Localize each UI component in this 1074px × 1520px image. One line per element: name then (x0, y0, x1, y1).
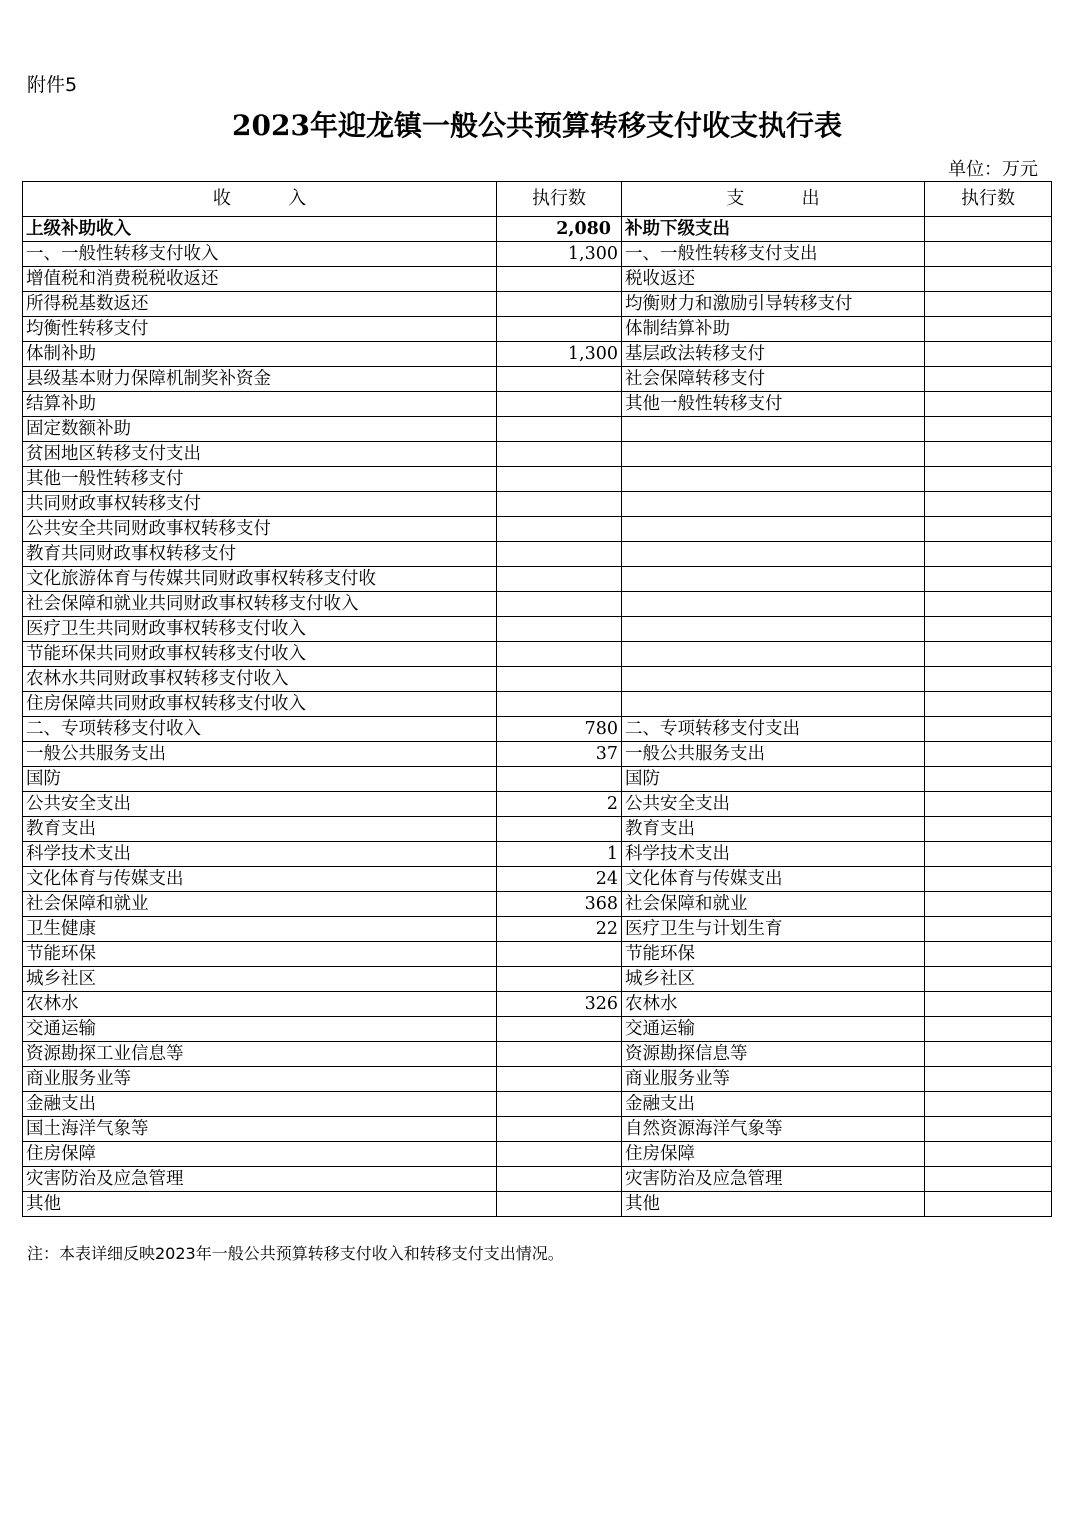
expense-item: 资源勘探信息等 (622, 1042, 925, 1067)
expense-value (925, 417, 1052, 442)
table-row (23, 742, 1052, 767)
expense-item (622, 567, 925, 592)
income-item: 上级补助收入 (23, 217, 497, 242)
table-row (23, 442, 1052, 467)
income-item: 体制补助 (23, 342, 497, 367)
income-value (497, 1042, 622, 1067)
income-value (497, 467, 622, 492)
income-item: 县级基本财力保障机制奖补资金 (23, 367, 497, 392)
expense-value (925, 1117, 1052, 1142)
expense-value (925, 217, 1052, 242)
income-value: 2 (497, 792, 622, 817)
expense-item (622, 542, 925, 567)
expense-value (925, 342, 1052, 367)
expense-value (925, 542, 1052, 567)
expense-item: 文化体育与传媒支出 (622, 867, 925, 892)
income-item: 均衡性转移支付 (23, 317, 497, 342)
expense-value (925, 492, 1052, 517)
income-value: 1 (497, 842, 622, 867)
expense-value (925, 317, 1052, 342)
table-row (23, 267, 1052, 292)
table-row (23, 967, 1052, 992)
expense-item: 社会保障转移支付 (622, 367, 925, 392)
expense-value (925, 642, 1052, 667)
table-row (23, 317, 1052, 342)
table-row (23, 992, 1052, 1017)
expense-item (622, 692, 925, 717)
table-row (23, 842, 1052, 867)
expense-value (925, 267, 1052, 292)
expense-item: 住房保障 (622, 1142, 925, 1167)
income-item: 结算补助 (23, 392, 497, 417)
expense-value (925, 842, 1052, 867)
income-item: 教育共同财政事权转移支付 (23, 542, 497, 567)
unit-label: 单位：万元 (948, 159, 1038, 180)
expense-value (925, 817, 1052, 842)
expense-value (925, 742, 1052, 767)
income-value (497, 1092, 622, 1117)
expense-value (925, 517, 1052, 542)
income-value (497, 1167, 622, 1192)
expense-value (925, 1042, 1052, 1067)
income-item: 共同财政事权转移支付 (23, 492, 497, 517)
table-row (23, 917, 1052, 942)
income-value (497, 1117, 622, 1142)
income-value (497, 1067, 622, 1092)
table-row (23, 617, 1052, 642)
table-row (23, 492, 1052, 517)
income-item: 农林水共同财政事权转移支付收入 (23, 667, 497, 692)
expense-value (925, 1067, 1052, 1092)
income-item: 商业服务业等 (23, 1067, 497, 1092)
expense-item: 国防 (622, 767, 925, 792)
expense-item: 城乡社区 (622, 967, 925, 992)
income-value: 22 (497, 917, 622, 942)
income-value (497, 617, 622, 642)
income-item: 灾害防治及应急管理 (23, 1167, 497, 1192)
table-row (23, 717, 1052, 742)
table-row (23, 767, 1052, 792)
income-value (497, 267, 622, 292)
table-row (23, 342, 1052, 367)
table-row (23, 692, 1052, 717)
expense-item: 公共安全支出 (622, 792, 925, 817)
income-value (497, 642, 622, 667)
expense-value (925, 767, 1052, 792)
table-row (23, 567, 1052, 592)
expense-value (925, 617, 1052, 642)
expense-item (622, 417, 925, 442)
table-row (23, 1017, 1052, 1042)
expense-item: 灾害防治及应急管理 (622, 1167, 925, 1192)
table-row (23, 392, 1052, 417)
income-item: 公共安全共同财政事权转移支付 (23, 517, 497, 542)
income-item: 金融支出 (23, 1092, 497, 1117)
income-item: 文化旅游体育与传媒共同财政事权转移支付收 (23, 567, 497, 592)
expense-value (925, 592, 1052, 617)
income-value: 2,080 (497, 217, 622, 242)
income-value (497, 667, 622, 692)
income-value: 24 (497, 867, 622, 892)
income-value (497, 692, 622, 717)
table-header-row (23, 182, 1052, 217)
income-item: 一、一般性转移支付收入 (23, 242, 497, 267)
income-item: 文化体育与传媒支出 (23, 867, 497, 892)
income-item: 科学技术支出 (23, 842, 497, 867)
income-item: 卫生健康 (23, 917, 497, 942)
income-value (497, 1142, 622, 1167)
expense-item: 节能环保 (622, 942, 925, 967)
income-value (497, 767, 622, 792)
expense-item: 社会保障和就业 (622, 892, 925, 917)
table-row (23, 542, 1052, 567)
header-expense-value: 执行数 (925, 182, 1052, 217)
income-value (497, 442, 622, 467)
income-value (497, 292, 622, 317)
income-item: 住房保障 (23, 1142, 497, 1167)
expense-item: 医疗卫生与计划生育 (622, 917, 925, 942)
income-item: 固定数额补助 (23, 417, 497, 442)
income-item: 增值税和消费税税收返还 (23, 267, 497, 292)
income-value: 780 (497, 717, 622, 742)
table-row (23, 942, 1052, 967)
income-item: 医疗卫生共同财政事权转移支付收入 (23, 617, 497, 642)
table-row (23, 1167, 1052, 1192)
page-title: 2023年迎龙镇一般公共预算转移支付收支执行表 (232, 109, 842, 142)
expense-item (622, 592, 925, 617)
expense-item: 二、专项转移支付支出 (622, 717, 925, 742)
expense-value (925, 1167, 1052, 1192)
income-item: 交通运输 (23, 1017, 497, 1042)
header-income-value: 执行数 (497, 182, 622, 217)
attachment-label: 附件5 (27, 74, 78, 96)
table-row (23, 1092, 1052, 1117)
expense-value (925, 717, 1052, 742)
expense-item (622, 442, 925, 467)
expense-value (925, 467, 1052, 492)
expense-item (622, 492, 925, 517)
income-value (497, 1192, 622, 1217)
income-item: 其他一般性转移支付 (23, 467, 497, 492)
table-row (23, 892, 1052, 917)
income-value (497, 367, 622, 392)
expense-value (925, 367, 1052, 392)
expense-item (622, 467, 925, 492)
expense-value (925, 692, 1052, 717)
expense-value (925, 792, 1052, 817)
expense-item: 科学技术支出 (622, 842, 925, 867)
expense-value (925, 292, 1052, 317)
header-income: 收 入 (23, 182, 497, 217)
expense-item (622, 667, 925, 692)
header-expense: 支 出 (622, 182, 925, 217)
table-row (23, 867, 1052, 892)
table-row (23, 467, 1052, 492)
table-row (23, 667, 1052, 692)
income-value: 1,300 (497, 342, 622, 367)
income-value (497, 817, 622, 842)
table-row (23, 292, 1052, 317)
income-item: 公共安全支出 (23, 792, 497, 817)
income-item: 二、专项转移支付收入 (23, 717, 497, 742)
income-item: 资源勘探工业信息等 (23, 1042, 497, 1067)
expense-item: 农林水 (622, 992, 925, 1017)
expense-item: 教育支出 (622, 817, 925, 842)
expense-item: 商业服务业等 (622, 1067, 925, 1092)
income-value (497, 317, 622, 342)
income-item: 一般公共服务支出 (23, 742, 497, 767)
table-row (23, 242, 1052, 267)
income-value (497, 542, 622, 567)
income-item: 城乡社区 (23, 967, 497, 992)
expense-value (925, 667, 1052, 692)
income-item: 住房保障共同财政事权转移支付收入 (23, 692, 497, 717)
footnote: 注：本表详细反映2023年一般公共预算转移支付收入和转移支付支出情况。 (27, 1244, 564, 1263)
income-item: 节能环保 (23, 942, 497, 967)
expense-item: 补助下级支出 (622, 217, 925, 242)
table-row (23, 642, 1052, 667)
expense-value (925, 992, 1052, 1017)
expense-item: 一般公共服务支出 (622, 742, 925, 767)
expense-item: 一、一般性转移支付支出 (622, 242, 925, 267)
expense-item: 均衡财力和激励引导转移支付 (622, 292, 925, 317)
table-row (23, 517, 1052, 542)
expense-item (622, 642, 925, 667)
expense-value (925, 942, 1052, 967)
expense-item: 体制结算补助 (622, 317, 925, 342)
table-row (23, 1067, 1052, 1092)
income-item: 教育支出 (23, 817, 497, 842)
income-item: 国土海洋气象等 (23, 1117, 497, 1142)
expense-item (622, 517, 925, 542)
income-value (497, 567, 622, 592)
table-row (23, 1042, 1052, 1067)
income-value (497, 592, 622, 617)
table-row (23, 1142, 1052, 1167)
expense-value (925, 567, 1052, 592)
table-row (23, 367, 1052, 392)
expense-item: 基层政法转移支付 (622, 342, 925, 367)
transfer-payment-table (22, 181, 1052, 1217)
expense-value (925, 917, 1052, 942)
expense-value (925, 892, 1052, 917)
income-value (497, 942, 622, 967)
expense-value (925, 442, 1052, 467)
expense-value (925, 1192, 1052, 1217)
income-value: 37 (497, 742, 622, 767)
income-value: 326 (497, 992, 622, 1017)
expense-item: 税收返还 (622, 267, 925, 292)
expense-value (925, 867, 1052, 892)
expense-value (925, 1092, 1052, 1117)
expense-item: 其他一般性转移支付 (622, 392, 925, 417)
table-body (23, 217, 1052, 1217)
expense-value (925, 392, 1052, 417)
income-item: 国防 (23, 767, 497, 792)
income-value (497, 417, 622, 442)
income-item: 农林水 (23, 992, 497, 1017)
income-value (497, 392, 622, 417)
income-item: 社会保障和就业共同财政事权转移支付收入 (23, 592, 497, 617)
expense-item: 其他 (622, 1192, 925, 1217)
expense-value (925, 242, 1052, 267)
income-item: 贫困地区转移支付支出 (23, 442, 497, 467)
expense-item: 金融支出 (622, 1092, 925, 1117)
table-row (23, 417, 1052, 442)
income-value (497, 967, 622, 992)
table-row (23, 592, 1052, 617)
income-value: 368 (497, 892, 622, 917)
table-row (23, 1117, 1052, 1142)
table-row (23, 217, 1052, 242)
table-row (23, 1192, 1052, 1217)
expense-item (622, 617, 925, 642)
income-value (497, 492, 622, 517)
expense-item: 自然资源海洋气象等 (622, 1117, 925, 1142)
income-value: 1,300 (497, 242, 622, 267)
income-item: 所得税基数返还 (23, 292, 497, 317)
income-item: 节能环保共同财政事权转移支付收入 (23, 642, 497, 667)
table-row (23, 792, 1052, 817)
income-value (497, 1017, 622, 1042)
expense-value (925, 967, 1052, 992)
income-item: 社会保障和就业 (23, 892, 497, 917)
table-row (23, 817, 1052, 842)
expense-item: 交通运输 (622, 1017, 925, 1042)
expense-value (925, 1017, 1052, 1042)
expense-value (925, 1142, 1052, 1167)
income-item: 其他 (23, 1192, 497, 1217)
income-value (497, 517, 622, 542)
